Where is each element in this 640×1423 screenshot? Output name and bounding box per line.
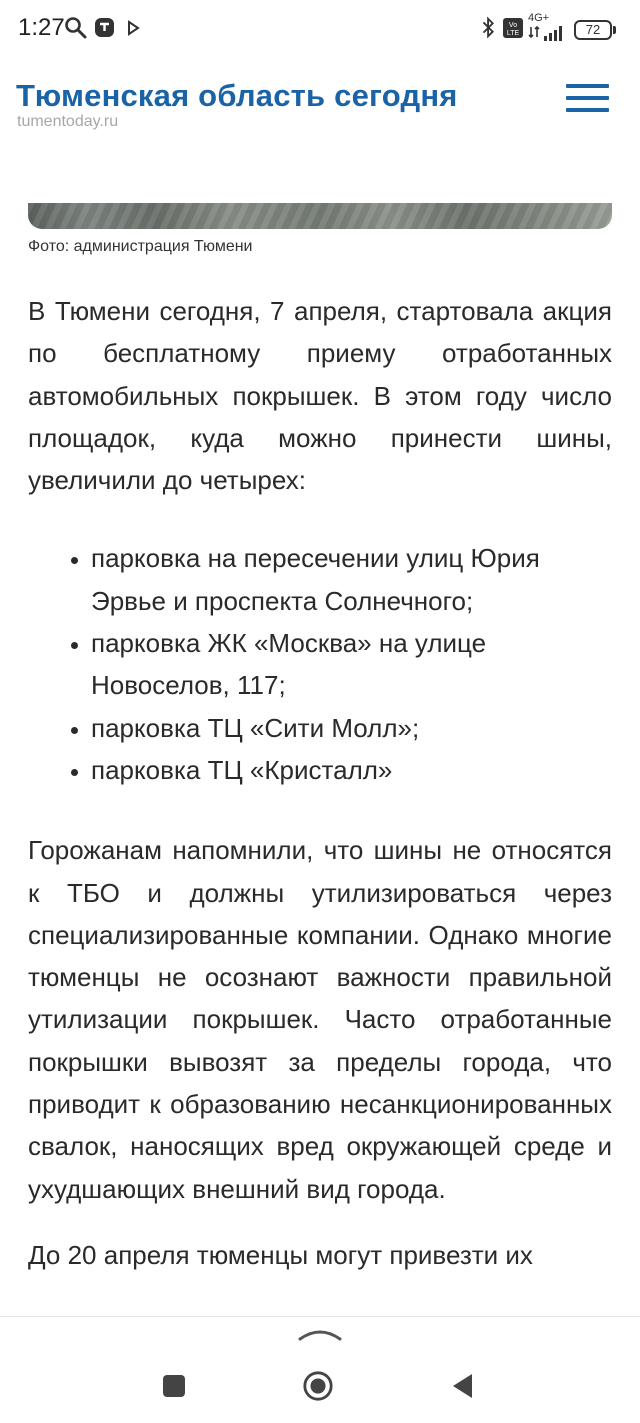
list-item: • парковка ТЦ «Сити Молл»; xyxy=(91,707,612,749)
shield-notification-icon xyxy=(94,16,116,40)
photo-caption: Фото: администрация Тюмени xyxy=(28,238,253,255)
volte-icon xyxy=(502,16,524,40)
article-body xyxy=(28,290,612,1276)
status-time: 1:27 xyxy=(18,14,65,41)
article-photo xyxy=(28,203,612,229)
list-item: • парковка ТЦ «Кристалл» xyxy=(91,749,612,791)
article-paragraph-1: В Тюмени сегодня, 7 апреля, стартовала акция по бесплатному приему отработанных автомобильных покрышек. В этом году число площадок, куда можно принести шины, увеличили до четырех: xyxy=(28,296,612,496)
article-paragraph-2: Горожанам напомнили, что шины не относятся к ТБО и должны утилизироваться через специализированные компании. Однако многие тюменцы не осознают важности правильной утилизации покрышек. Часто отработанные покрышки вывозят за пределы города, что приводит к образованию несанкционированных свалок, наносящих вред окружающей среде и ухудшающих внешний вид города. xyxy=(28,835,612,1204)
status-bar xyxy=(0,0,640,60)
network-type: 4G+ xyxy=(528,12,550,24)
bluetooth-icon xyxy=(481,16,497,40)
chevron-up-icon[interactable] xyxy=(298,1327,342,1341)
site-header xyxy=(0,70,640,150)
hamburger-menu-icon[interactable] xyxy=(566,84,610,112)
site-domain: tumentoday.ru xyxy=(17,113,119,130)
article-paragraph-3: До 20 апреля тюменцы могут привезти их xyxy=(28,1239,533,1270)
list-item: • парковка на пересечении улиц Юрия Эрвье и проспекта Солнечного; xyxy=(91,537,612,622)
play-icon xyxy=(127,16,141,40)
search-icon xyxy=(64,16,88,40)
svg-text:LTE: LTE xyxy=(506,30,520,37)
battery-level: 72 xyxy=(585,22,601,37)
system-nav-bar xyxy=(0,1348,640,1423)
home-circle-icon[interactable] xyxy=(302,1370,334,1402)
battery-tip xyxy=(613,26,616,34)
signal-icon xyxy=(528,22,568,46)
svg-text:Vo: Vo xyxy=(508,22,518,29)
browser-toolbar xyxy=(0,1316,640,1349)
battery-icon xyxy=(574,20,612,40)
locations-list xyxy=(28,537,612,791)
site-title[interactable]: Тюменская область сегодня xyxy=(16,78,458,113)
list-item: • парковка ЖК «Москва» на улице Новоселов, 117; xyxy=(91,622,612,707)
recents-square-icon[interactable] xyxy=(158,1370,190,1402)
back-triangle-icon[interactable] xyxy=(448,1370,480,1402)
